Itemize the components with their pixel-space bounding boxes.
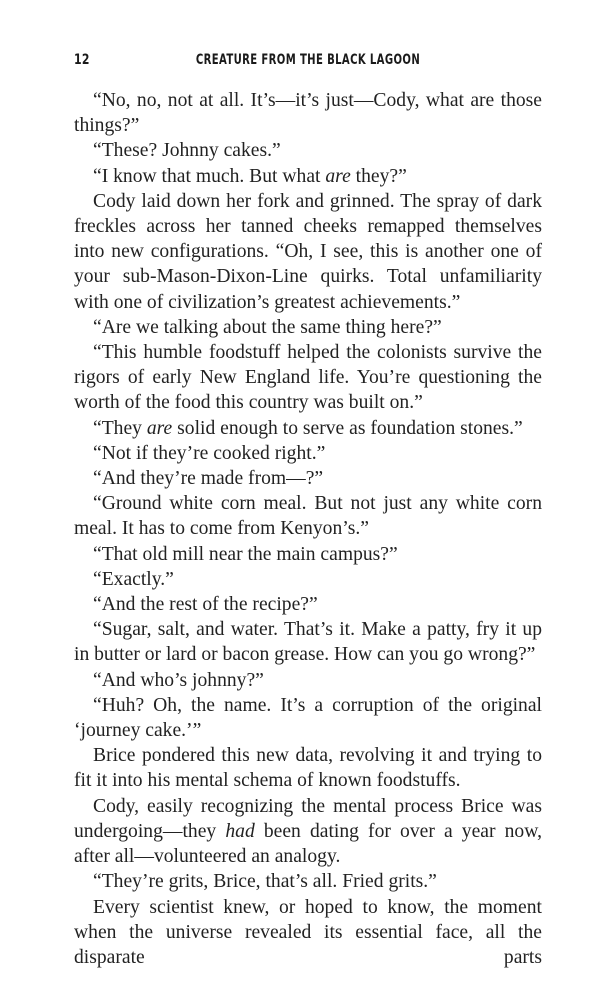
text-run: “This humble foodstuff helped the colonists survive the rigors of early New England life. You’re questioning the worth of the food this country was built on.” <box>74 342 542 414</box>
page-number: 12 <box>74 52 90 68</box>
body-text <box>74 88 542 970</box>
text-run: “Exactly.” <box>93 568 174 590</box>
paragraph <box>74 567 542 592</box>
text-run: “They <box>93 417 147 439</box>
text-run: “That old mill near the main campus?” <box>93 543 398 565</box>
text-run: “Sugar, salt, and water. That’s it. Make a patty, fry it up in butter or lard or bacon grease. How can you go wrong?” <box>74 619 542 666</box>
text-run: “I know that much. But what <box>93 165 326 187</box>
paragraph <box>74 668 542 693</box>
text-run: they?” <box>350 165 407 187</box>
text-run: “No, no, not at all. It’s—it’s just—Cody, what are those things?” <box>74 90 542 137</box>
text-run: “These? Johnny cakes.” <box>93 140 281 162</box>
text-run: “And they’re made from—?” <box>93 468 324 490</box>
paragraph <box>74 164 542 189</box>
text-run: “Ground white corn meal. But not just any white corn meal. It has to come from Kenyon’s.” <box>74 493 542 540</box>
text-run: Every scientist knew, or hoped to know, the moment when the universe revealed its essential face, all the disparate parts <box>74 896 542 968</box>
paragraph <box>74 869 542 894</box>
paragraph <box>74 794 542 870</box>
paragraph <box>74 340 542 416</box>
text-run: Brice pondered this new data, revolving it and trying to fit it into his mental schema of known foodstuffs. <box>74 745 542 792</box>
italic-emphasis: are <box>146 417 173 439</box>
text-run: “Not if they’re cooked right.” <box>93 442 326 464</box>
paragraph <box>74 491 542 541</box>
paragraph <box>74 592 542 617</box>
text-run: “And who’s johnny?” <box>93 669 264 691</box>
text-run: “And the rest of the recipe?” <box>93 594 318 616</box>
paragraph <box>74 466 542 491</box>
paragraph <box>74 88 542 138</box>
paragraph <box>74 617 542 667</box>
text-run: Cody laid down her fork and grinned. The spray of dark freckles across her tanned cheeks remapped themselves into new configurations. “Oh, I see, this is another one of your sub-Mason-Dixon-Line quirks. Total unfamiliarity with one of civilization’s greatest achievements.” <box>74 190 542 313</box>
paragraph <box>74 542 542 567</box>
paragraph <box>74 441 542 466</box>
paragraph <box>74 315 542 340</box>
italic-emphasis: are <box>325 165 351 187</box>
text-run: “Are we talking about the same thing here?” <box>93 316 442 338</box>
paragraph <box>74 743 542 793</box>
running-head-title: CREATURE FROM THE BLACK LAGOON <box>195 52 421 68</box>
paragraph <box>74 693 542 743</box>
text-run: been dating for over a year now, after all—volunteered an analogy. <box>74 820 542 868</box>
text-run: solid enough to serve as foundation stones.” <box>172 417 523 439</box>
text-run: “Huh? Oh, the name. It’s a corruption of the original ‘journey cake.’” <box>74 694 542 742</box>
running-head <box>74 52 542 72</box>
italic-emphasis: had <box>225 820 255 842</box>
text-run: “They’re grits, Brice, that’s all. Fried grits.” <box>93 871 437 893</box>
text-run: Cody, easily recognizing the mental process Brice was undergoing—they <box>74 795 542 842</box>
paragraph <box>74 895 542 971</box>
paragraph <box>74 189 542 315</box>
paragraph <box>74 416 542 441</box>
paragraph <box>74 138 542 163</box>
